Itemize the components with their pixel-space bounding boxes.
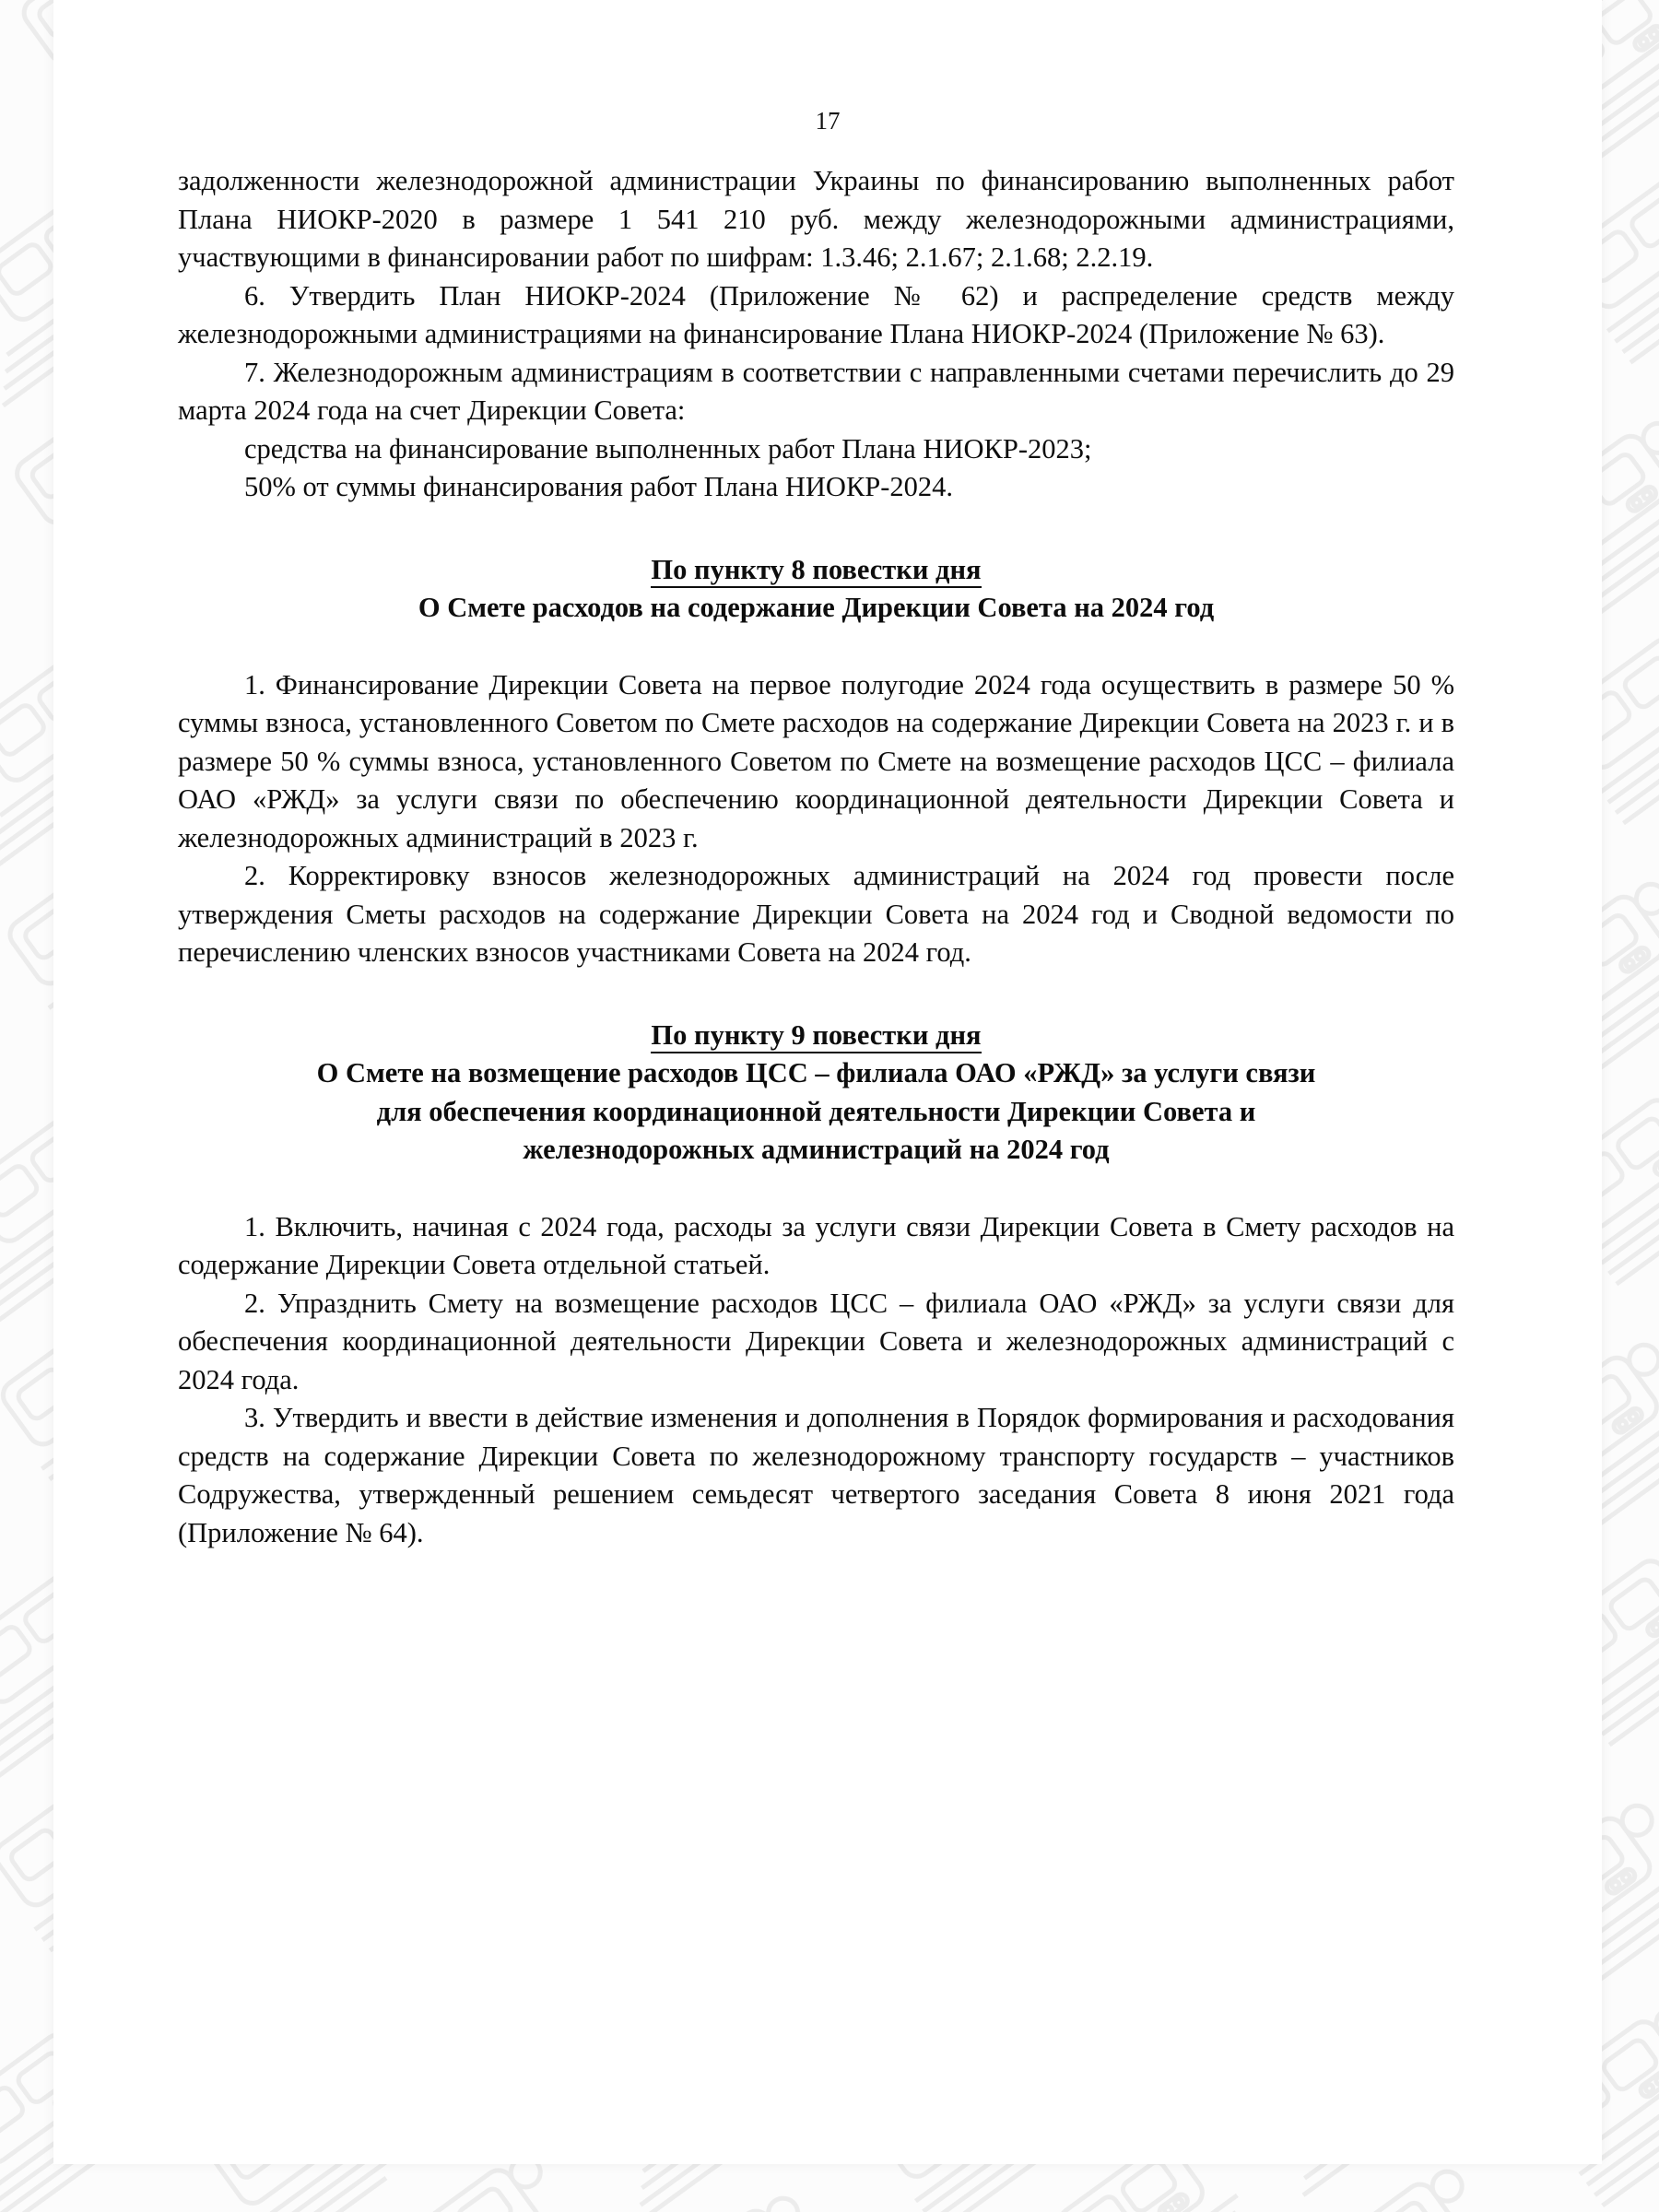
body-paragraph: 2. Упразднить Смету на возмещение расходов ЦСС – филиала ОАО «РЖД» за услуги связи для обеспечения координационной деятельности Дирекции Совета и железнодорожных администраций с 2024 года. [178,1287,1454,1395]
section-heading-text: По пункту 8 повестки дня [651,554,981,588]
body-paragraph: 7. Железнодорожным администрациям в соответствии с направленными счетами перечислить до 29 марта 2024 года на счет Дирекции Совета: [178,356,1454,426]
page-number: 17 [815,107,841,135]
section-heading-agenda-item [178,551,1454,590]
section-title-line: О Смете расходов на содержание Дирекции Совета на 2024 год [418,592,1215,623]
section-spacer [178,628,1454,666]
body-paragraph: 1. Включить, начиная с 2024 года, расходы за услуги связи Дирекции Совета в Смету расходов на содержание Дирекции Совета отдельной статьей. [178,1210,1454,1280]
sub-clause-paragraph: 50% от суммы финансирования работ Плана НИОКР-2024. [244,471,954,502]
section-title-line: для обеспечения координационной деятельности Дирекции Совета и [376,1095,1256,1127]
section-spacer [178,972,1454,1017]
section-spacer [178,1170,1454,1208]
document-body [178,162,1454,1552]
section-heading-agenda-item [178,1017,1454,1055]
section-title-line: железнодорожных администраций на 2024 год [523,1134,1110,1165]
section-heading-text: По пункту 9 повестки дня [651,1019,981,1053]
body-paragraph: 2. Корректировку взносов железнодорожных администраций на 2024 год провести после утверждения Сметы расходов на содержание Дирекции Совета на 2024 год и Сводной ведомости по перечислению членских взносов участниками Совета на 2024 год. [178,860,1454,968]
body-paragraph: 1. Финансирование Дирекции Совета на первое полугодие 2024 года осуществить в размере 50 % суммы взноса, установленного Советом по Смете расходов на содержание Дирекции Совета на 2023 г. и в размере 50 % суммы взноса, установленного Советом по Смете на возмещение расходов ЦСС – филиала ОАО «РЖД» за услуги связи по обеспечению координационной деятельности Дирекции Совета и железнодорожных администраций в 2023 г. [178,668,1454,853]
document-page [53,0,1602,2164]
sub-clause-paragraph: средства на финансирование выполненных работ Плана НИОКР-2023; [244,432,1092,465]
section-title-line: О Смете на возмещение расходов ЦСС – филиала ОАО «РЖД» за услуги связи [316,1057,1316,1088]
body-paragraph: 3. Утвердить и ввести в действие изменения и дополнения в Порядок формирования и расходования средств на содержание Дирекции Совета по железнодорожному транспорту государств – участников Содружества, утвержденный решением семьдесят четвертого заседания Совета 8 июня 2021 года (Приложение № 64). [178,1402,1454,1548]
body-paragraph: задолженности железнодорожной администрации Украины по финансированию выполненных работ Плана НИОКР-2020 в размере 1 541 210 руб. между железнодорожными администрациями, участвующими в финансировании работ по шифрам: 1.3.46; 2.1.67; 2.1.68; 2.2.19. [178,165,1454,273]
section-spacer [178,507,1454,551]
body-paragraph: 6. Утвердить План НИОКР-2024 (Приложение № 62) и распределение средств между железнодорожными администрациями на финансирование Плана НИОКР-2024 (Приложение № 63). [178,279,1454,349]
